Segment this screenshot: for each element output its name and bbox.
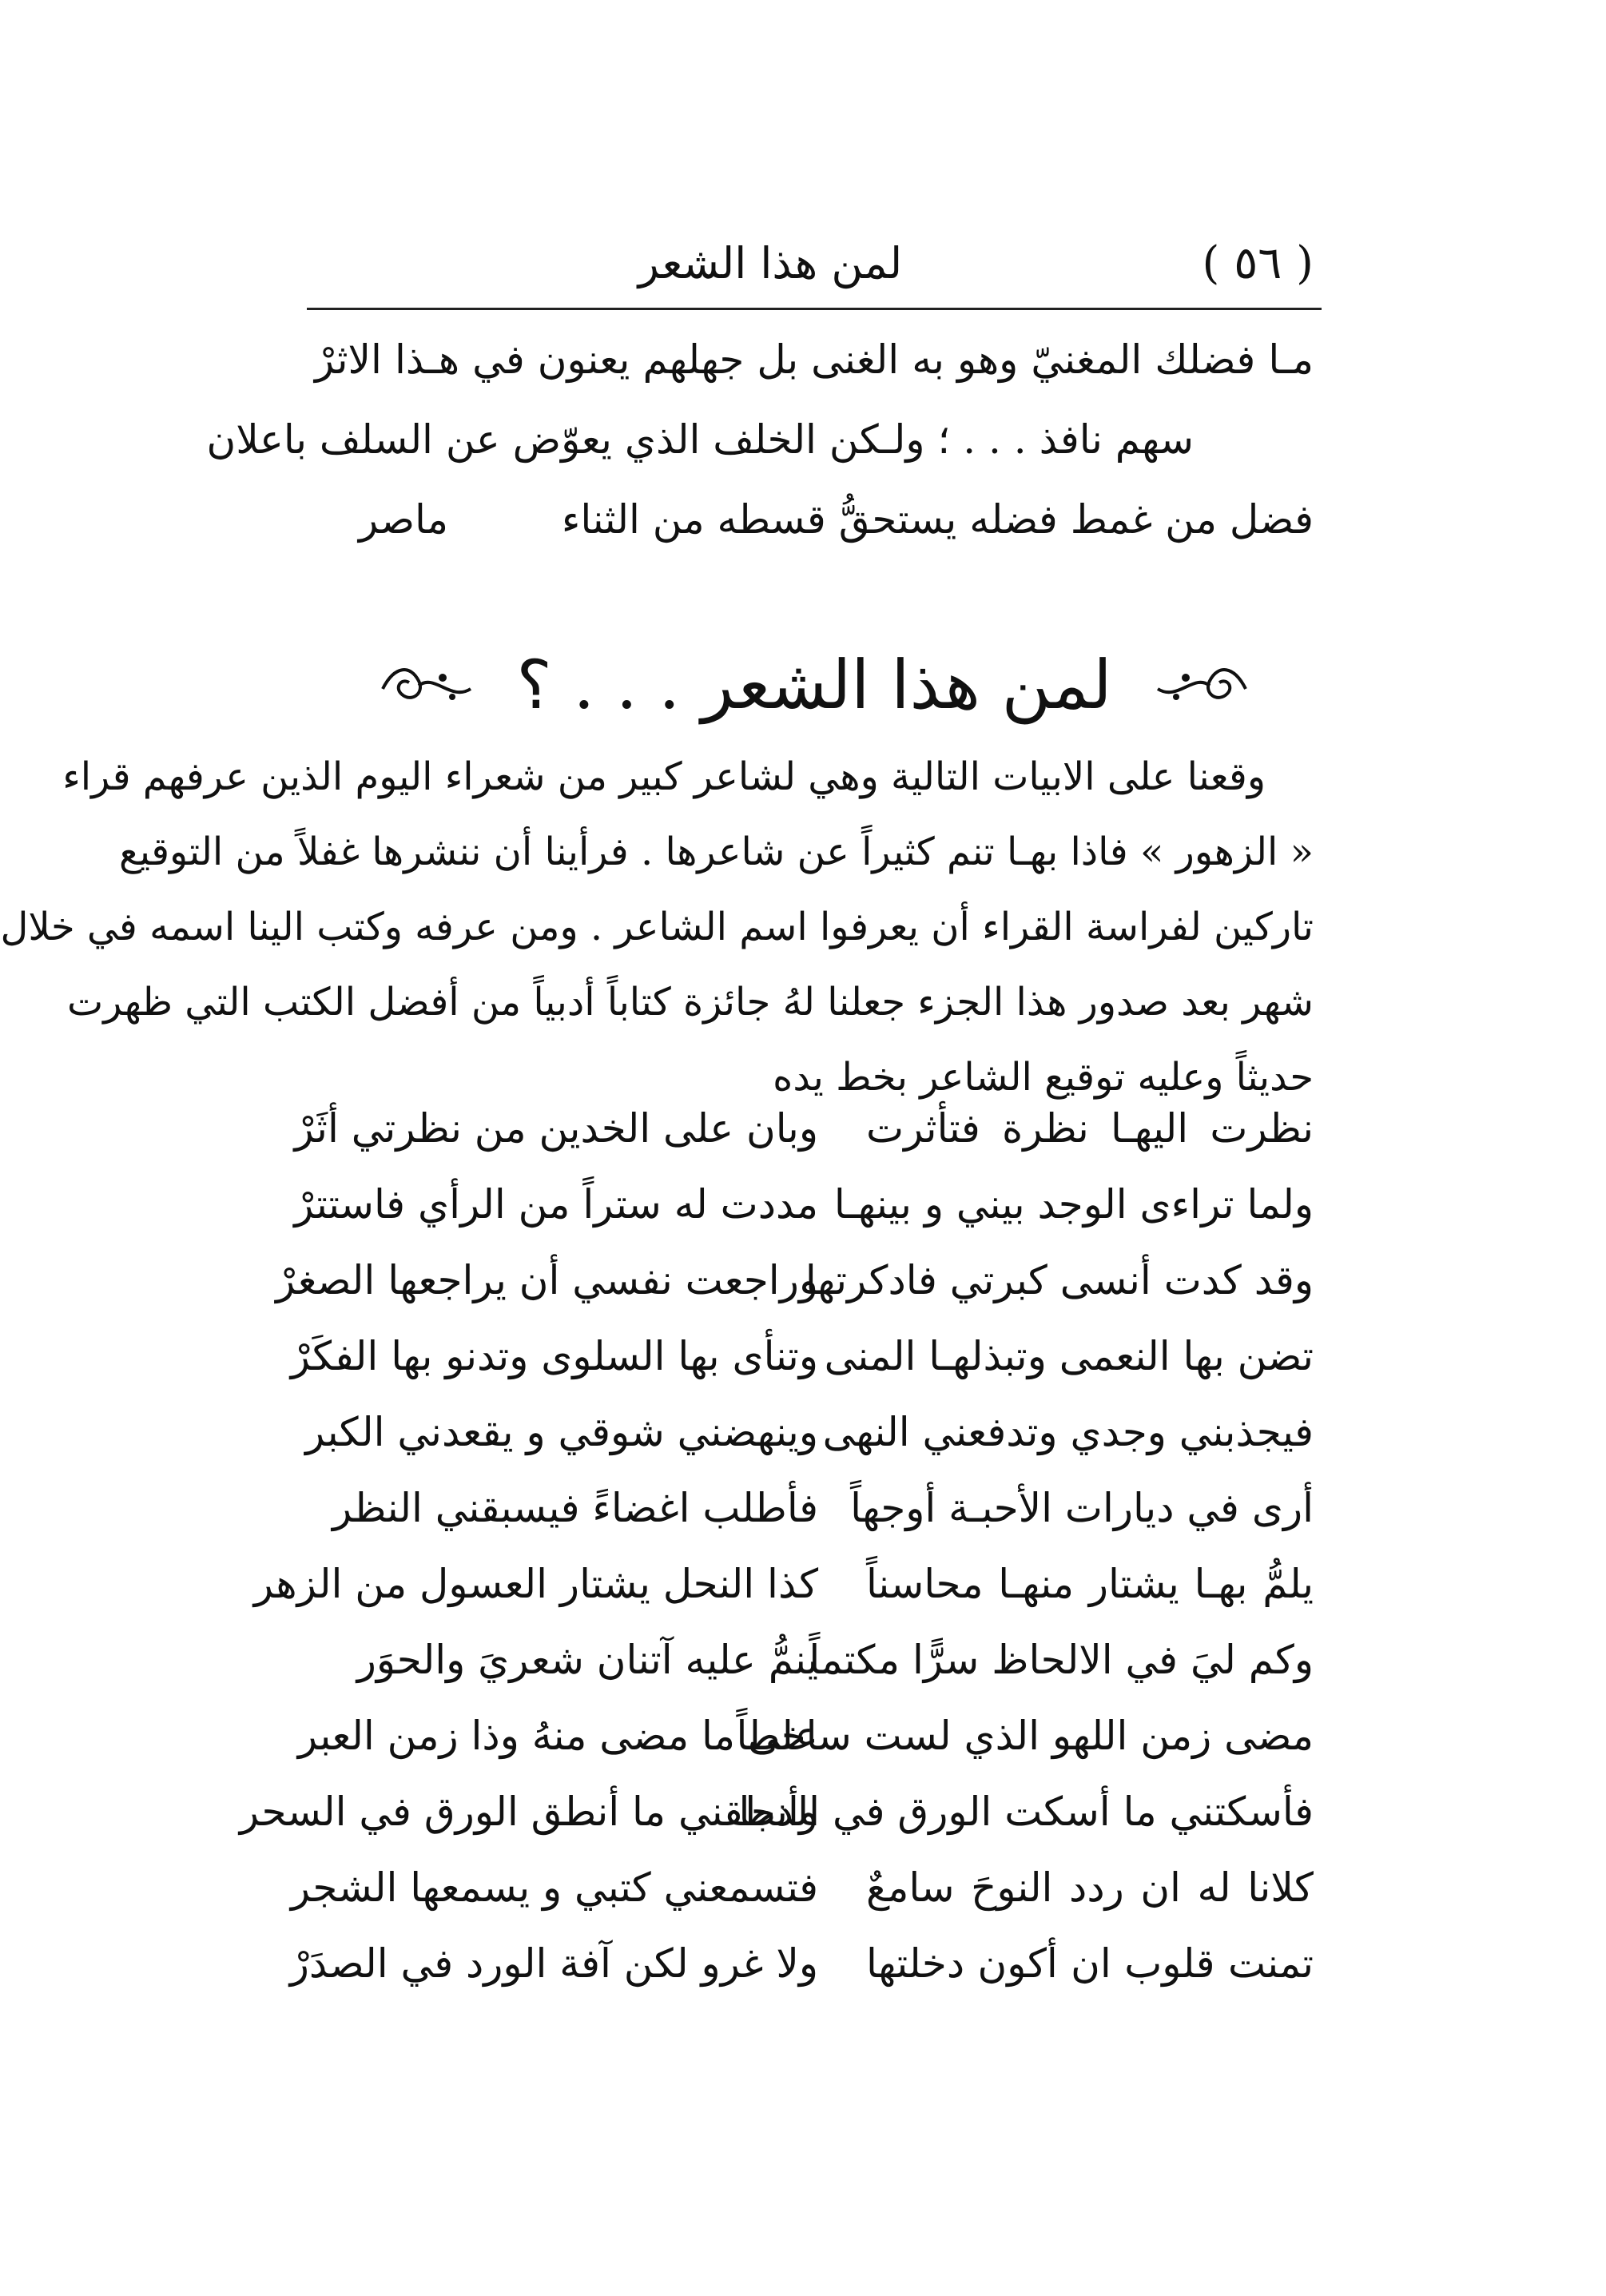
continuation-line: سهم نافذ . . . ؛ ولـكن الخلف الذي يعوّض عن السلف باعلان	[206, 416, 1194, 463]
verse-first-hemistich: وقد كدت أنسى كبرتي فادكرتها	[805, 1257, 1314, 1303]
intro-line: « الزهور » فاذا بهـا تنم كثيراً عن شاعرها . فرأينا أن ننشرها غفلاً من التوقيع	[119, 830, 1314, 874]
poem-verse	[332, 1470, 1314, 1546]
verse-second-hemistich: ولا غرو لكن آفة الورد في الصدَرْ	[289, 1940, 818, 1987]
verse-second-hemistich: وبان على الخدين من نظرتي أثَرْ	[294, 1105, 818, 1152]
verse-first-hemistich: نظرت اليهـا نظرة فتأثرت	[866, 1105, 1314, 1152]
ornament-right-icon	[1154, 657, 1250, 713]
intro-line: وقعنا على الابيات التالية وهي لشاعر كبير من شعراء اليوم الذين عرفهم قراء	[62, 754, 1266, 799]
title-text: لمن هذا الشعر . . . ؟	[516, 646, 1112, 724]
verse-second-hemistich: على ما مضى منهُ وذا زمن العبر	[297, 1713, 818, 1759]
verse-second-hemistich: وتنأى بها السلوى وتدنو بها الفكَرْ	[290, 1333, 818, 1379]
verse-first-hemistich: وكم ليَ في الالحاظ سرًّا مكتماً	[809, 1637, 1314, 1683]
poem-verse	[297, 1698, 1314, 1774]
continuation-line: فضل من غمط فضله يستحقُّ قسطه من الثناء	[561, 496, 1314, 543]
poem	[239, 1091, 1314, 2002]
verse-first-hemistich: تضن بها النعمى وتبذلهـا المنى	[824, 1333, 1314, 1379]
verse-first-hemistich: فيجذبني وجدي وتدفعني النهى	[822, 1409, 1314, 1455]
poem-verse	[276, 1243, 1314, 1319]
verse-second-hemistich: مددت له ستراً من الرأي فاستترْ	[294, 1181, 818, 1228]
verse-second-hemistich: كذا النحل يشتار العسول من الزهر	[253, 1561, 818, 1607]
verse-second-hemistich: فأطلب اغضاءً فيسبقني النظر	[332, 1485, 818, 1531]
poem-verse	[290, 1850, 1314, 1926]
header-rule	[307, 308, 1322, 310]
verse-second-hemistich: وينهضني شوقي و يقعدني الكبر	[305, 1409, 818, 1455]
verse-first-hemistich: مضى زمن اللهو الذي لست ساخطاً	[736, 1713, 1314, 1759]
running-head: لمن هذا الشعر	[638, 238, 903, 288]
intro-line: شهر بعد صدور هذا الجزء جعلنا لهُ جائزة كتاباً أدبياً من أفضل الكتب التي ظهرت	[67, 980, 1314, 1025]
intro-paragraph	[0, 739, 1314, 1115]
intro-line: تاركين لفراسة القراء أن يعرفوا اسم الشاعر . ومن عرفه وكتب الينا اسمه في خلال	[0, 905, 1314, 949]
verse-second-hemistich: وراجعت نفسي أن يراجعها الصغرْ	[276, 1257, 818, 1303]
verse-first-hemistich: يلمُّ بهـا يشتار منهـا محاسناً	[866, 1561, 1314, 1607]
verse-first-hemistich: أرى في ديارات الأحبـة أوجهاً	[850, 1485, 1314, 1531]
verse-second-hemistich: فتسمعني كتبي و يسمعها الشجر	[290, 1864, 818, 1911]
verse-second-hemistich: ينمُّ عليه آتنان شعريَ والحوَر	[356, 1637, 818, 1683]
verse-first-hemistich: تمنت قلوب ان أكون دخلتها	[866, 1940, 1314, 1987]
poem-verse	[294, 1091, 1314, 1167]
section-title	[315, 623, 1314, 735]
poem-verse	[253, 1546, 1314, 1622]
poem-verse	[294, 1167, 1314, 1243]
verse-first-hemistich: كلانا له ان ردد النوحَ سامعٌ	[866, 1864, 1314, 1911]
continuation-last-row	[315, 479, 1314, 559]
page-number: ( ٥٦ )	[1202, 237, 1314, 289]
poem-verse	[305, 1395, 1314, 1470]
continuation-line: مـا فضلك المغنيّ وهو به الغنى بل جهلهم يعنون في هـذا الاثرْ	[315, 336, 1314, 383]
poem-verse	[339, 1622, 1314, 1698]
verse-first-hemistich: ولما تراءى الوجد بيني و بينهـا	[833, 1181, 1314, 1228]
poem-verse	[290, 1319, 1314, 1395]
author-signature: ماصر	[359, 496, 449, 543]
verse-second-hemistich: وأنطقني ما أنطق الورق في السحر	[239, 1789, 818, 1835]
verse-first-hemistich: فأسكتني ما أسكت الورق في الدجا	[738, 1789, 1314, 1835]
poem-verse	[239, 1774, 1314, 1850]
ornament-left-icon	[379, 657, 475, 713]
intro-line: حديثاً وعليه توقيع الشاعر بخط يده	[773, 1055, 1314, 1100]
poem-verse	[289, 1926, 1314, 2002]
continuation-text	[206, 320, 1314, 559]
page-header	[315, 228, 1314, 300]
